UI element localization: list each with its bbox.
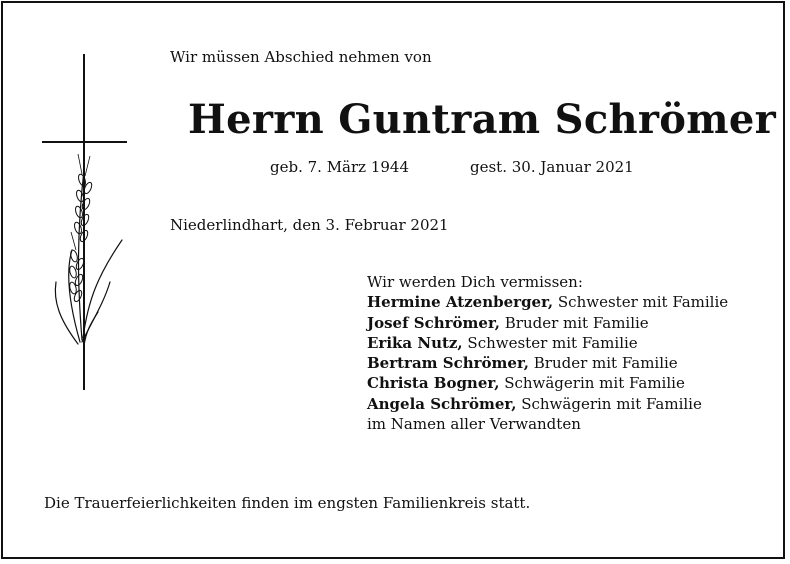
mourner-relation: Bruder mit Familie — [500, 313, 649, 332]
mourner-entry — [367, 292, 728, 312]
birth-date: geb. 7. März 1944 — [270, 158, 410, 176]
mourner-relation: Bruder mit Familie — [529, 354, 678, 373]
mourner-name: Christa Bogner, — [367, 374, 500, 393]
mourner-relation: Schwägerin mit Familie — [499, 374, 685, 393]
place-and-date: Niederlindhart, den 3. Februar 2021 — [170, 216, 449, 234]
mourner-name: Angela Schrömer, — [367, 394, 517, 413]
deceased-name: Herrn Guntram Schrömer — [188, 96, 776, 143]
mourner-relation: Schwägerin mit Familie — [516, 394, 702, 413]
mourner-name: Bertram Schrömer, — [367, 354, 529, 373]
mourners-footer: im Namen aller Verwandten — [367, 415, 581, 434]
intro-line: Wir müssen Abschied nehmen von — [170, 48, 432, 66]
mourner-name: Hermine Atzenberger, — [367, 293, 554, 312]
mourner-entry — [367, 353, 728, 373]
mourner-entry — [367, 373, 728, 393]
mourner-name: Josef Schrömer, — [367, 313, 500, 332]
mourner-entry — [367, 394, 728, 414]
mourner-entry — [367, 333, 728, 353]
mourner-relation: Schwester mit Familie — [462, 333, 638, 352]
death-date: gest. 30. Januar 2021 — [470, 158, 634, 176]
mourner-name: Erika Nutz, — [367, 333, 463, 352]
mourner-entry — [367, 313, 728, 333]
mourners-list — [367, 272, 728, 434]
closing-note: Die Trauerfeierlichkeiten finden im engsten Familienkreis statt. — [44, 494, 531, 512]
mourner-relation: Schwester mit Familie — [553, 293, 729, 312]
mourners-heading: Wir werden Dich vermissen: — [367, 273, 583, 291]
cross-with-wheat-icon — [38, 50, 130, 395]
